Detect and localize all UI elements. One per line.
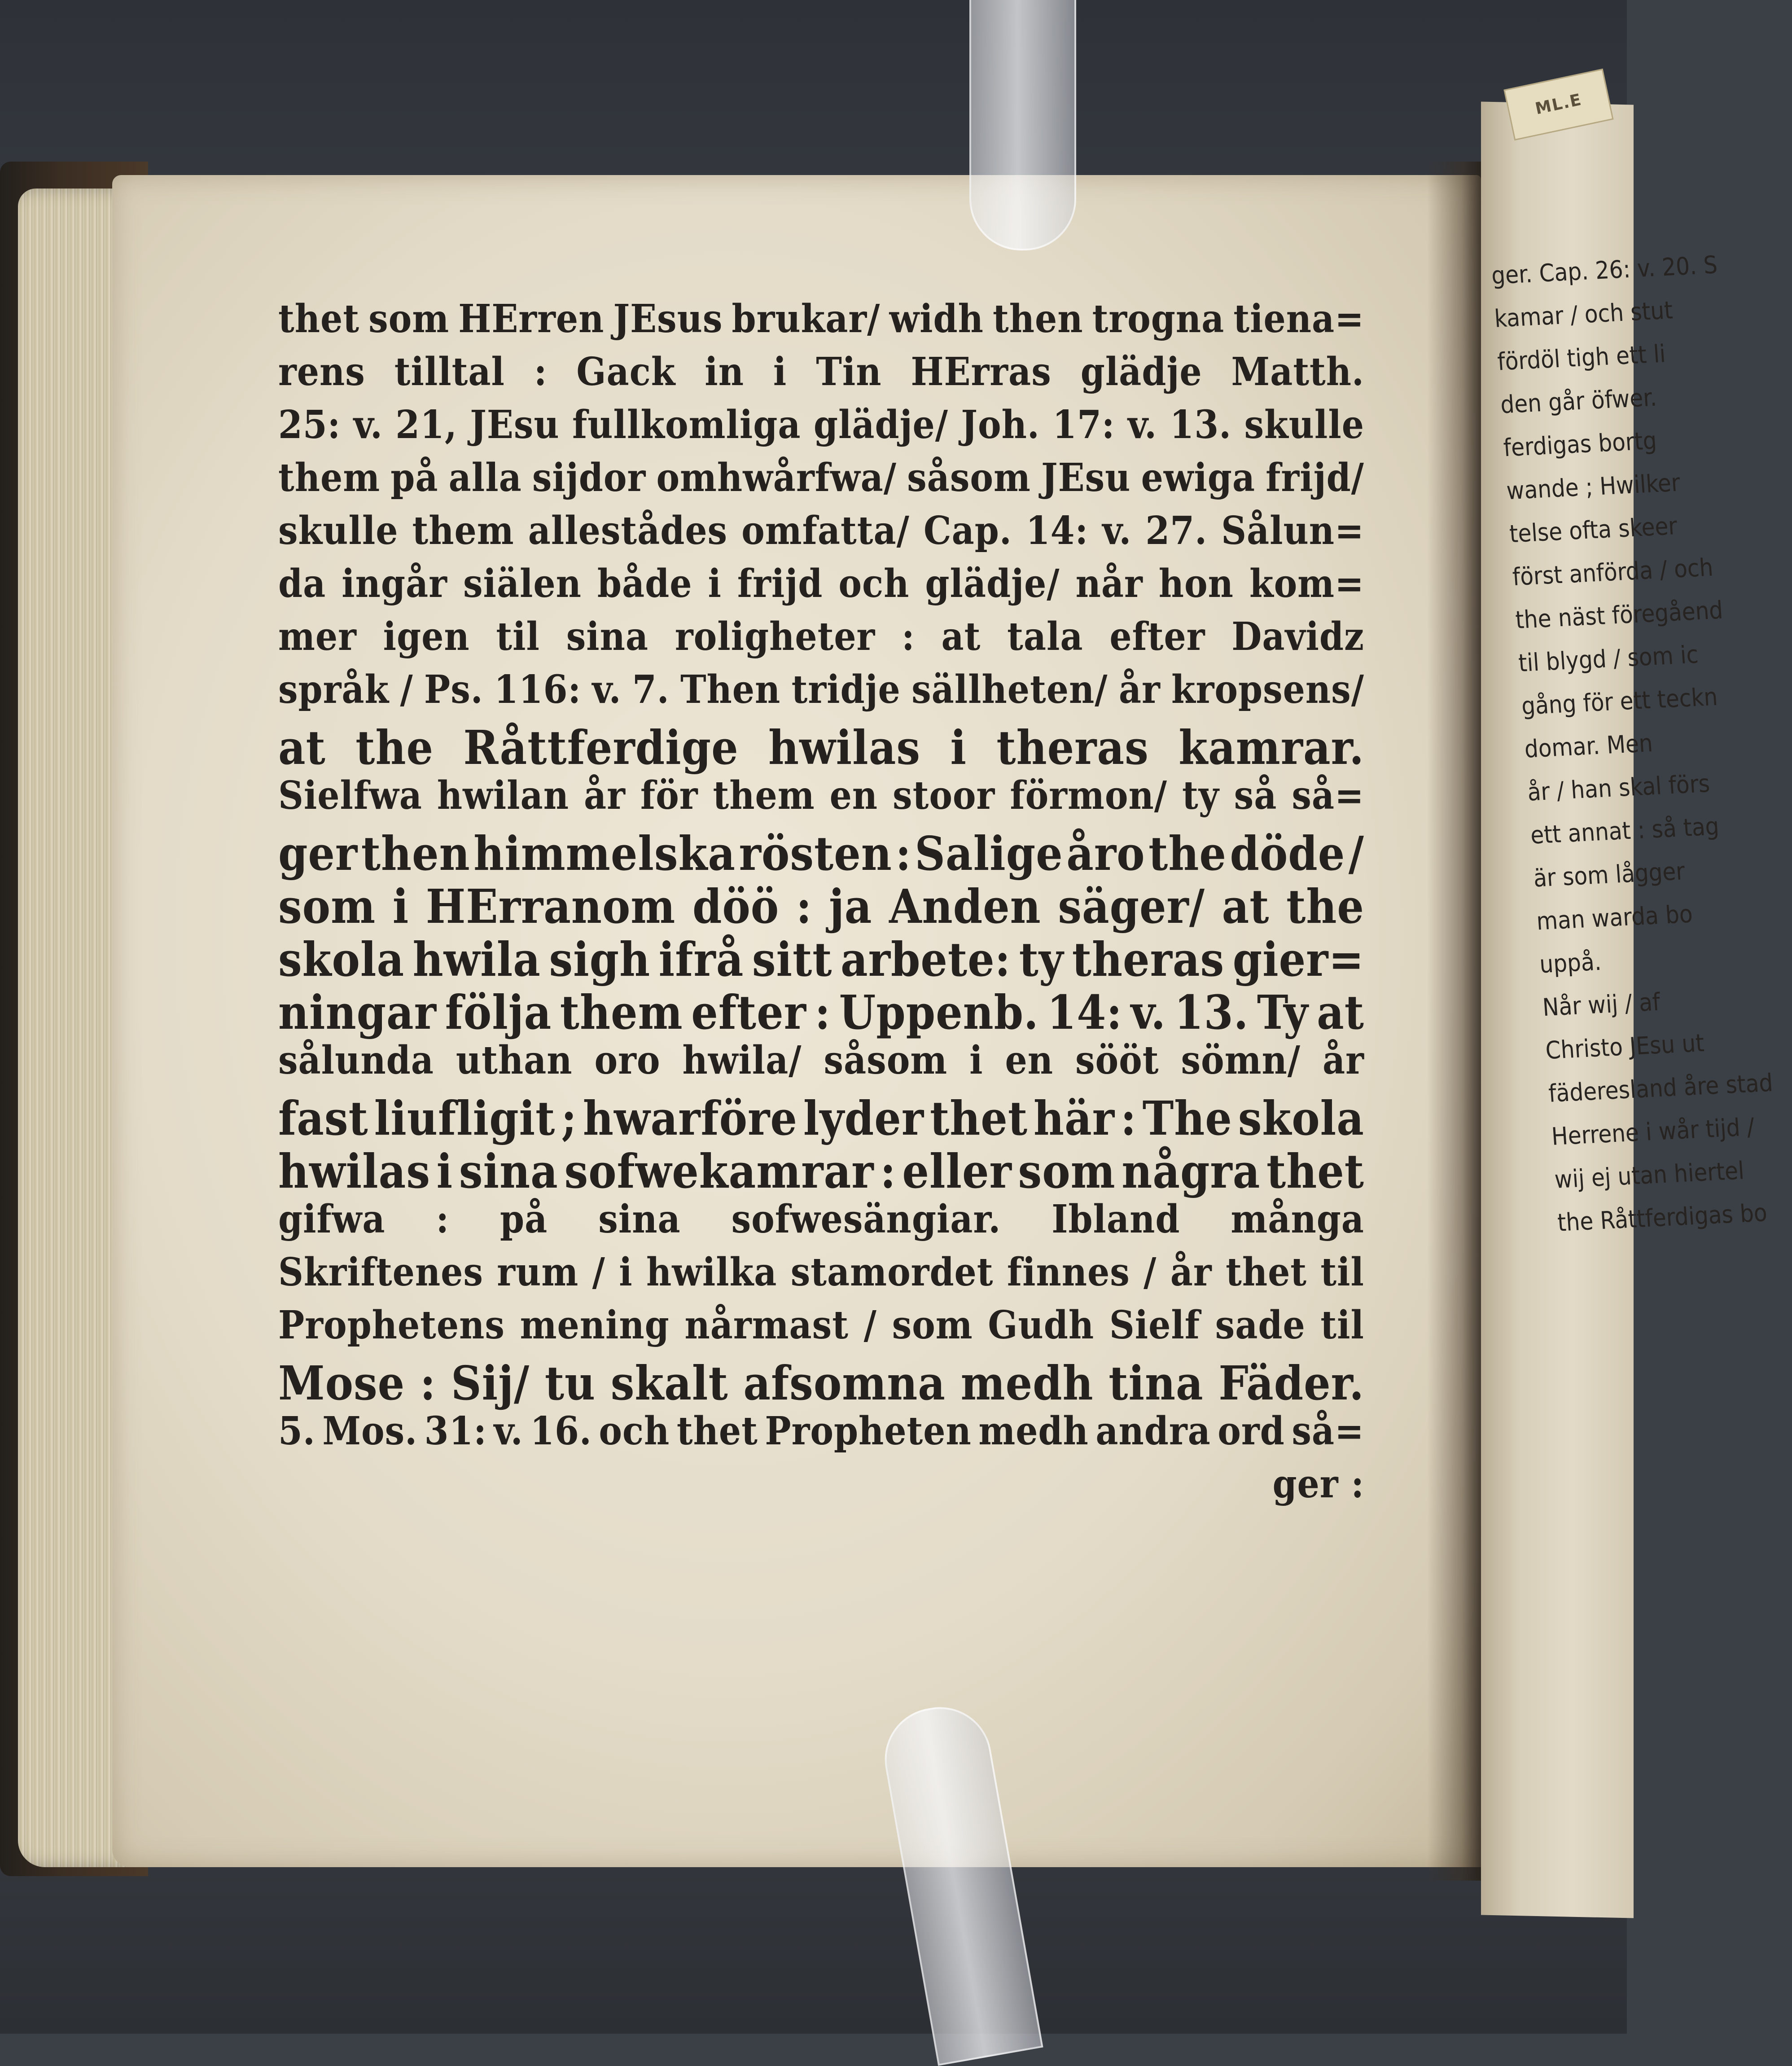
word: 14: bbox=[1047, 985, 1122, 1040]
text-line bbox=[278, 1038, 1364, 1091]
word: JEsus bbox=[613, 296, 723, 342]
right-text-line: först anförda / och bbox=[1511, 553, 1714, 592]
word: til bbox=[496, 614, 540, 659]
word: Mos. bbox=[322, 1408, 418, 1454]
word: här bbox=[1034, 1091, 1115, 1146]
word: sade bbox=[1215, 1303, 1306, 1348]
word: sina bbox=[598, 1197, 681, 1242]
word: efter bbox=[691, 985, 806, 1040]
word: ningar bbox=[278, 985, 437, 1040]
word: Gudh bbox=[988, 1303, 1095, 1348]
word: kamrar. bbox=[1179, 720, 1364, 775]
word: hwilas bbox=[768, 720, 921, 775]
word: 27. bbox=[1145, 508, 1208, 553]
word: gier= bbox=[1232, 932, 1364, 987]
word: Prophetens bbox=[278, 1303, 505, 1348]
word: the bbox=[1286, 879, 1364, 934]
word: säger/ bbox=[1058, 879, 1205, 934]
shelf-label: ML.E bbox=[1503, 69, 1613, 140]
word: glädje/ bbox=[813, 402, 949, 447]
word: Propheten bbox=[765, 1408, 972, 1454]
word: hwarföre bbox=[583, 1091, 797, 1146]
word: Sij/ bbox=[451, 1355, 530, 1411]
word: til bbox=[1320, 1250, 1364, 1295]
right-text-line: ferdigas bortg bbox=[1502, 426, 1658, 462]
word: : bbox=[1121, 1091, 1137, 1146]
word: v. bbox=[1127, 402, 1157, 447]
word: then bbox=[361, 826, 470, 881]
text-line bbox=[278, 1250, 1364, 1303]
text-line bbox=[278, 932, 1364, 985]
word: Mose bbox=[278, 1355, 405, 1411]
word: The bbox=[1142, 1091, 1232, 1146]
word: skola bbox=[1238, 1091, 1364, 1146]
word: hon bbox=[1158, 561, 1234, 606]
right-page bbox=[1481, 101, 1774, 1918]
word: ord bbox=[1218, 1408, 1285, 1454]
word: da bbox=[278, 561, 326, 606]
word: : bbox=[534, 349, 548, 395]
word: ty bbox=[1182, 773, 1219, 818]
book-gutter bbox=[1427, 162, 1490, 1881]
word: når bbox=[1075, 561, 1143, 606]
right-text-line: gång för ett teckn bbox=[1520, 682, 1719, 720]
right-text-line: Når wij / af bbox=[1541, 987, 1661, 1022]
word: år bbox=[1323, 1038, 1364, 1083]
word: Sielfwa bbox=[278, 773, 422, 818]
word: theras bbox=[996, 720, 1149, 775]
word: / bbox=[1348, 826, 1364, 881]
right-text-line: kamar / och stut bbox=[1493, 296, 1674, 333]
word: at bbox=[941, 614, 981, 659]
word: sitt bbox=[752, 932, 832, 987]
word: ja bbox=[828, 879, 872, 934]
word: igen bbox=[383, 614, 470, 659]
text-line bbox=[278, 879, 1364, 932]
word: HErren bbox=[458, 296, 605, 342]
word: in bbox=[705, 349, 744, 395]
word: brukar/ bbox=[732, 296, 881, 342]
word: HErranom bbox=[425, 879, 676, 934]
word: Råttferdige bbox=[463, 720, 739, 775]
word: sina bbox=[459, 1144, 558, 1199]
word: thet bbox=[1266, 1144, 1364, 1199]
word: 17: bbox=[1052, 402, 1115, 447]
word: them bbox=[560, 985, 683, 1040]
word: kom= bbox=[1249, 561, 1364, 606]
word: Uppenb. bbox=[839, 985, 1039, 1040]
word: allestådes bbox=[528, 508, 728, 553]
word: : bbox=[815, 985, 831, 1040]
word: åro bbox=[1066, 826, 1145, 881]
word: them bbox=[412, 508, 514, 553]
word: ty bbox=[1019, 932, 1064, 987]
word: sina bbox=[566, 614, 649, 659]
word: som bbox=[1018, 1144, 1116, 1199]
right-text-line: wij ej utan hiertel bbox=[1553, 1156, 1745, 1194]
word: fast bbox=[278, 1091, 368, 1146]
word: döde bbox=[1230, 826, 1345, 881]
text-line bbox=[278, 1091, 1364, 1144]
word: följa bbox=[445, 985, 552, 1040]
word: i bbox=[950, 720, 967, 775]
word: stamordet bbox=[790, 1250, 994, 1295]
word: / bbox=[863, 1303, 877, 1348]
word: sömn/ bbox=[1181, 1038, 1301, 1083]
word: 25: bbox=[278, 402, 341, 447]
word: at bbox=[278, 720, 326, 775]
word: Sålun= bbox=[1221, 508, 1364, 553]
word: liufligit bbox=[374, 1091, 556, 1146]
text-line bbox=[278, 1197, 1364, 1250]
right-text-line: domar. Men bbox=[1523, 728, 1654, 763]
text-line bbox=[278, 455, 1364, 508]
word: them bbox=[713, 773, 815, 818]
word: sällheten/ bbox=[911, 667, 1108, 712]
text-line bbox=[278, 1355, 1364, 1411]
word: ger bbox=[278, 826, 358, 881]
word: : bbox=[895, 826, 911, 881]
word: förmon/ bbox=[1010, 773, 1167, 818]
word: frijd bbox=[737, 561, 823, 606]
word: 31: bbox=[424, 1408, 487, 1454]
word: frijd/ bbox=[1266, 455, 1364, 500]
right-text-line: uppå. bbox=[1538, 947, 1603, 979]
word: tala bbox=[1007, 614, 1083, 659]
word: som bbox=[892, 1303, 973, 1348]
word: så= bbox=[1292, 773, 1364, 818]
word: i bbox=[969, 1038, 983, 1083]
right-text-line: Christo JEsu ut bbox=[1544, 1028, 1705, 1065]
word: Skriftenes bbox=[278, 1250, 483, 1295]
text-line bbox=[278, 561, 1364, 614]
word: såsom bbox=[824, 1038, 948, 1083]
right-text-line: fördöl tigh ett li bbox=[1496, 339, 1667, 376]
right-page-text bbox=[1490, 243, 1792, 1244]
word: : bbox=[420, 1355, 436, 1411]
word: : bbox=[902, 614, 915, 659]
word: stoor bbox=[893, 773, 995, 818]
text-line bbox=[278, 773, 1364, 826]
word: på bbox=[500, 1197, 548, 1242]
word: Sielf bbox=[1109, 1303, 1200, 1348]
right-text-line: är som lågger bbox=[1532, 857, 1686, 893]
word: 13. bbox=[1170, 402, 1232, 447]
word: medh bbox=[978, 1408, 1089, 1454]
word: omfatta/ bbox=[741, 508, 910, 553]
word: JEsu bbox=[1041, 455, 1131, 500]
word: thet bbox=[676, 1408, 758, 1454]
word: tu bbox=[544, 1355, 596, 1411]
word: hwilka bbox=[646, 1250, 777, 1295]
word: i bbox=[392, 879, 409, 934]
word: Tin bbox=[816, 349, 882, 395]
word: en bbox=[1005, 1038, 1054, 1083]
word: kropsens/ bbox=[1171, 667, 1364, 712]
word: 5. bbox=[278, 1408, 315, 1454]
word: them bbox=[278, 455, 381, 500]
word: och bbox=[599, 1408, 670, 1454]
word: v. bbox=[1130, 985, 1166, 1040]
word: rösten bbox=[739, 826, 892, 881]
word: omhwårfwa/ bbox=[656, 455, 897, 500]
word: skalt bbox=[610, 1355, 728, 1411]
word: skulle bbox=[278, 508, 399, 553]
word: ewiga bbox=[1141, 455, 1256, 500]
word: andra bbox=[1095, 1408, 1211, 1454]
word: the bbox=[355, 720, 434, 775]
word: glädje bbox=[1080, 349, 1202, 395]
right-text-line: fäderesland åre stad bbox=[1547, 1068, 1774, 1108]
text-line bbox=[278, 826, 1364, 879]
word: lyder bbox=[803, 1091, 924, 1146]
word: en bbox=[829, 773, 878, 818]
text-line bbox=[278, 1408, 1364, 1461]
word: sofwesängiar. bbox=[731, 1197, 1001, 1242]
word: thet bbox=[278, 296, 359, 342]
right-text-line: the näst föregåend bbox=[1514, 596, 1724, 635]
word: afsomna bbox=[743, 1355, 946, 1411]
word: til bbox=[1320, 1303, 1364, 1348]
text-line bbox=[278, 614, 1364, 667]
word: Fäder. bbox=[1218, 1355, 1364, 1411]
word: oro bbox=[594, 1038, 661, 1083]
word: at bbox=[1317, 985, 1364, 1040]
word: v. bbox=[353, 402, 383, 447]
word: år bbox=[1170, 1250, 1212, 1295]
word: Then bbox=[680, 667, 781, 712]
word: mer bbox=[278, 614, 357, 659]
word: 14: bbox=[1025, 508, 1089, 553]
right-text-line: år / han skal förs bbox=[1526, 769, 1711, 807]
word: uthan bbox=[456, 1038, 573, 1083]
word: Ps. bbox=[424, 667, 483, 712]
word: skola bbox=[278, 932, 405, 987]
word: språk bbox=[278, 667, 390, 712]
word: HErras bbox=[911, 349, 1052, 395]
word: Matth. bbox=[1231, 349, 1364, 395]
word: döö bbox=[692, 879, 780, 934]
right-text-line: til blygd / som ic bbox=[1517, 640, 1700, 677]
text-line bbox=[278, 1144, 1364, 1197]
word: JEsu bbox=[470, 402, 560, 447]
word: / bbox=[1144, 1250, 1157, 1295]
word: sööt bbox=[1075, 1038, 1159, 1083]
right-text-line: telse ofta skeer bbox=[1508, 511, 1678, 548]
word: 7. bbox=[632, 667, 670, 712]
word: 13. bbox=[1174, 985, 1249, 1040]
text-line bbox=[278, 985, 1364, 1038]
word: fullkomliga bbox=[572, 402, 801, 447]
word: såsom bbox=[907, 455, 1031, 500]
text-line bbox=[278, 508, 1364, 561]
word: sofwekamrar bbox=[564, 1144, 874, 1199]
word: sigh bbox=[549, 932, 651, 987]
word: thet bbox=[930, 1091, 1028, 1146]
right-text-line: ett annat : så tag bbox=[1529, 812, 1720, 850]
word: som bbox=[368, 296, 450, 342]
word: efter bbox=[1109, 614, 1205, 659]
word: theras bbox=[1072, 932, 1225, 987]
word: rum bbox=[497, 1250, 579, 1295]
word: tilltal bbox=[394, 349, 505, 395]
word: v. bbox=[494, 1408, 523, 1454]
word: hwilas bbox=[278, 1144, 430, 1199]
word: Cap. bbox=[924, 508, 1012, 553]
word: 16. bbox=[530, 1408, 592, 1454]
word: många bbox=[1231, 1197, 1364, 1242]
word: som bbox=[278, 879, 376, 934]
word: Davidz bbox=[1231, 614, 1364, 659]
page-clip-top bbox=[969, 0, 1076, 250]
word: then bbox=[993, 296, 1083, 342]
right-text-line: man warda bo bbox=[1535, 899, 1694, 936]
word: Salige bbox=[915, 826, 1063, 881]
text-line bbox=[278, 296, 1364, 349]
text-line: ger : bbox=[1272, 1461, 1364, 1507]
word: hwila/ bbox=[682, 1038, 802, 1083]
word: alla bbox=[448, 455, 522, 500]
word: 21, bbox=[395, 402, 457, 447]
text-line bbox=[278, 667, 1364, 720]
text-line bbox=[278, 1303, 1364, 1355]
word: hwilan bbox=[437, 773, 569, 818]
word: på bbox=[390, 455, 438, 500]
word: hwila bbox=[412, 932, 541, 987]
right-text-line: ger. Cap. 26: v. 20. S bbox=[1490, 250, 1718, 290]
word: v. bbox=[1102, 508, 1132, 553]
word: finnes bbox=[1007, 1250, 1130, 1295]
word: för bbox=[640, 773, 698, 818]
word: / bbox=[592, 1250, 605, 1295]
word: ingår bbox=[342, 561, 447, 606]
word: rens bbox=[278, 349, 365, 395]
word: några bbox=[1122, 1144, 1261, 1199]
word: glädje/ bbox=[925, 561, 1060, 606]
word: tina bbox=[1108, 1355, 1204, 1411]
word: at bbox=[1222, 879, 1270, 934]
right-text-line: Herrene i wår tijd / bbox=[1551, 1112, 1756, 1151]
word: ; bbox=[561, 1091, 577, 1146]
word: tiena= bbox=[1233, 296, 1364, 342]
word: både bbox=[597, 561, 692, 606]
text-line bbox=[278, 720, 1364, 773]
text-line bbox=[278, 349, 1364, 402]
word: Ibland bbox=[1052, 1197, 1180, 1242]
word: tridje bbox=[791, 667, 901, 712]
word: gifwa bbox=[278, 1197, 386, 1242]
word: trogna bbox=[1092, 296, 1225, 342]
word: i bbox=[436, 1144, 453, 1199]
word: sålunda bbox=[278, 1038, 434, 1083]
right-text-line: wande ; Hwilker bbox=[1505, 468, 1681, 505]
word: i bbox=[708, 561, 722, 606]
word: : bbox=[880, 1144, 896, 1199]
word: år bbox=[583, 773, 626, 818]
right-text-line: den går öfwer. bbox=[1499, 383, 1658, 419]
word: mening bbox=[520, 1303, 670, 1348]
word: / bbox=[400, 667, 413, 712]
word: år bbox=[1118, 667, 1161, 712]
word: himmelska bbox=[473, 826, 736, 881]
left-page-text bbox=[278, 296, 1364, 1514]
word: widh bbox=[889, 296, 984, 342]
word: i bbox=[619, 1250, 633, 1295]
word: arbete: bbox=[841, 932, 1011, 987]
word: Ty bbox=[1257, 985, 1309, 1040]
word: i bbox=[773, 349, 787, 395]
word: medh bbox=[960, 1355, 1094, 1411]
word: v. bbox=[592, 667, 622, 712]
word: skulle bbox=[1244, 402, 1364, 447]
word: Anden bbox=[889, 879, 1041, 934]
word: sijdor bbox=[532, 455, 646, 500]
word: så= bbox=[1292, 1408, 1364, 1454]
word: thet bbox=[1226, 1250, 1307, 1295]
word: siälen bbox=[463, 561, 582, 606]
word: Gack bbox=[576, 349, 676, 395]
word: the bbox=[1148, 826, 1227, 881]
word: : bbox=[796, 879, 812, 934]
word: : bbox=[436, 1197, 450, 1242]
word: Joh. bbox=[961, 402, 1040, 447]
text-line bbox=[278, 402, 1364, 455]
word: 116: bbox=[494, 667, 582, 712]
word: nårmast bbox=[684, 1303, 849, 1348]
word: ifrå bbox=[658, 932, 744, 987]
word: roligheter bbox=[675, 614, 876, 659]
word: och bbox=[838, 561, 910, 606]
right-text-line: the Råttferdigas bo bbox=[1556, 1198, 1768, 1237]
word: eller bbox=[902, 1144, 1012, 1199]
word: så bbox=[1234, 773, 1277, 818]
